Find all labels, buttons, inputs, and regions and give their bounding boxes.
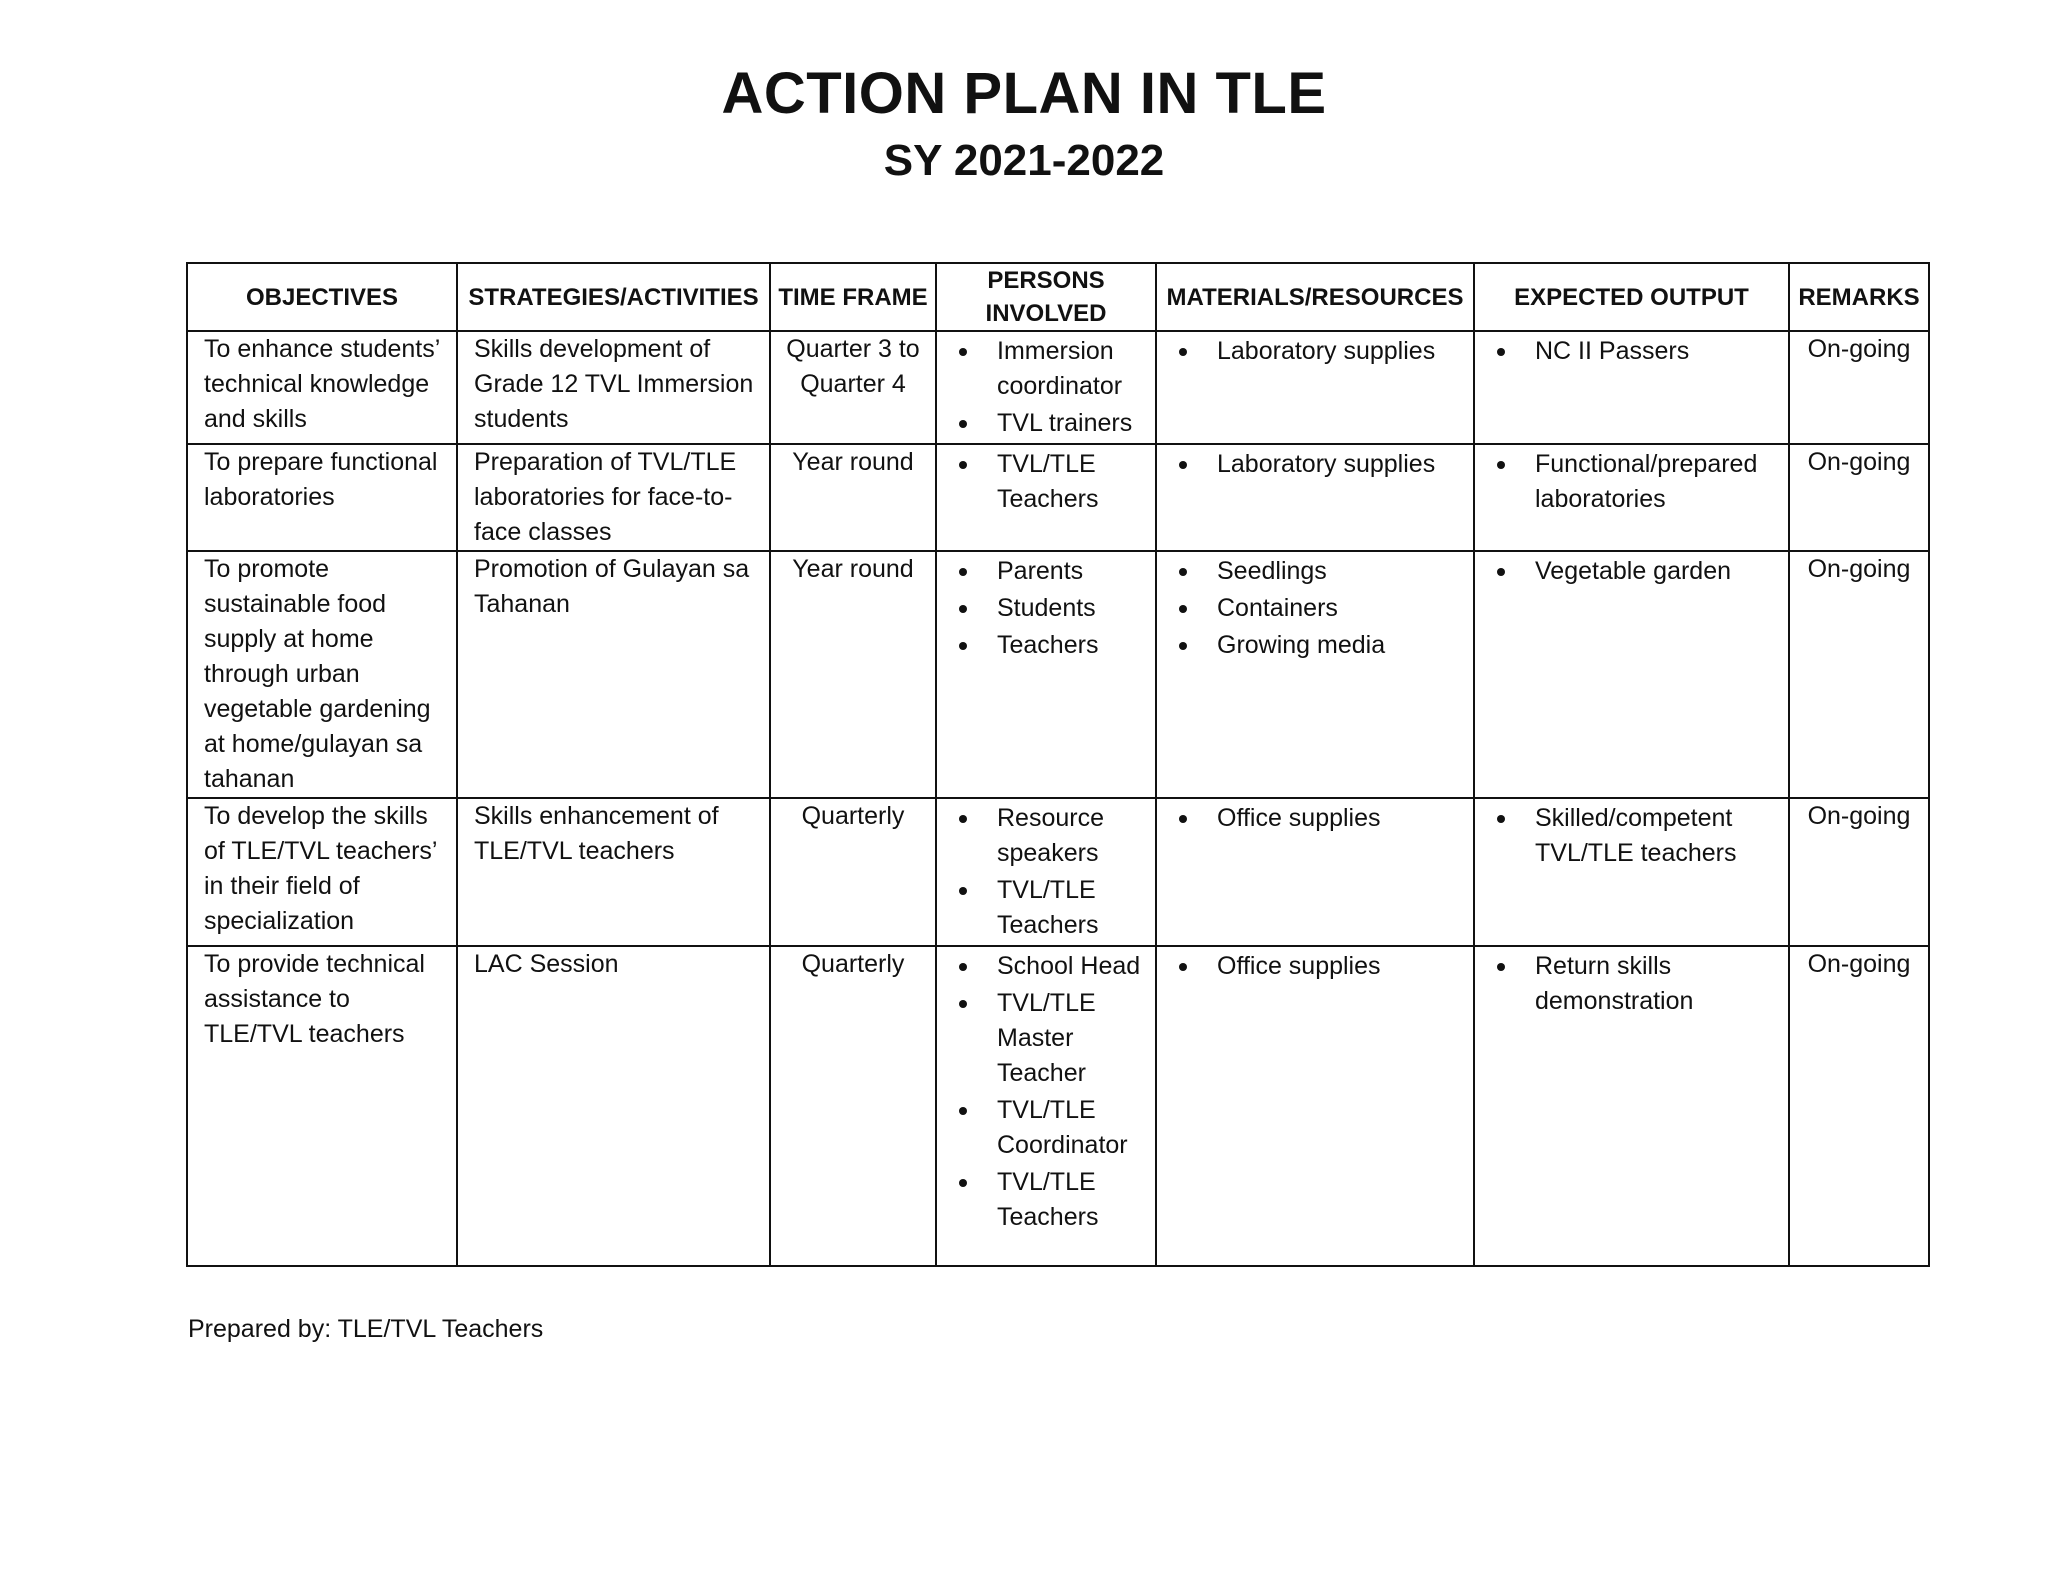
persons-cell	[936, 444, 1156, 551]
page-subtitle: SY 2021-2022	[883, 136, 1165, 185]
action-plan-table	[186, 262, 1930, 1267]
material-item: Laboratory supplies	[1167, 334, 1467, 369]
objective-cell: To promote sustainable food supply at home through urban vegetable gardening at home/gulayan sa tahanan	[187, 551, 457, 798]
output-cell	[1474, 444, 1789, 551]
output-cell	[1474, 331, 1789, 444]
time-frame-cell: Quarterly	[770, 946, 936, 1266]
person-item: TVL trainers	[947, 406, 1149, 441]
person-item: Students	[947, 591, 1149, 626]
person-item: TVL/TLE Teachers	[947, 1165, 1149, 1235]
header-persons-involved: PERSONS INVOLVED	[936, 263, 1156, 331]
remarks-cell: On-going	[1789, 444, 1929, 551]
table-row	[187, 798, 1929, 946]
person-item: TVL/TLE Coordinator	[947, 1093, 1149, 1163]
time-frame-cell: Quarterly	[770, 798, 936, 946]
strategy-cell: Promotion of Gulayan sa Tahanan	[457, 551, 770, 798]
person-item: TVL/TLE Teachers	[947, 447, 1149, 517]
person-item: School Head	[947, 949, 1149, 984]
output-cell	[1474, 946, 1789, 1266]
output-cell	[1474, 551, 1789, 798]
objective-cell: To develop the skills of TLE/TVL teachers’ in their field of specialization	[187, 798, 457, 946]
strategy-cell: Skills enhancement of TLE/TVL teachers	[457, 798, 770, 946]
person-item: TVL/TLE Teachers	[947, 873, 1149, 943]
time-frame-cell: Year round	[770, 444, 936, 551]
persons-cell	[936, 798, 1156, 946]
table-row	[187, 331, 1929, 444]
material-item: Office supplies	[1167, 801, 1467, 836]
header-strategies: STRATEGIES/ACTIVITIES	[457, 263, 770, 331]
person-item: Resource speakers	[947, 801, 1149, 871]
material-item: Office supplies	[1167, 949, 1467, 984]
material-item: Seedlings	[1167, 554, 1467, 589]
person-item: TVL/TLE Master Teacher	[947, 986, 1149, 1091]
persons-cell	[936, 946, 1156, 1266]
output-item: Functional/prepared laboratories	[1485, 447, 1782, 517]
material-item: Laboratory supplies	[1167, 447, 1467, 482]
header-objectives: OBJECTIVES	[187, 263, 457, 331]
time-frame-cell: Year round	[770, 551, 936, 798]
header-time-frame: TIME FRAME	[770, 263, 936, 331]
remarks-cell: On-going	[1789, 798, 1929, 946]
person-item: Immersion coordinator	[947, 334, 1149, 404]
header-materials: MATERIALS/RESOURCES	[1156, 263, 1474, 331]
materials-cell	[1156, 331, 1474, 444]
output-cell	[1474, 798, 1789, 946]
prepared-by-note: Prepared by: TLE/TVL Teachers	[188, 1315, 544, 1343]
materials-cell	[1156, 946, 1474, 1266]
output-item: NC II Passers	[1485, 334, 1782, 369]
table-row	[187, 444, 1929, 551]
output-item: Return skills demonstration	[1485, 949, 1782, 1019]
materials-cell	[1156, 551, 1474, 798]
person-item: Parents	[947, 554, 1149, 589]
output-item: Vegetable garden	[1485, 554, 1782, 589]
strategy-cell: Preparation of TVL/TLE laboratories for face-to-face classes	[457, 444, 770, 551]
objective-cell: To provide technical assistance to TLE/TVL teachers	[187, 946, 457, 1266]
material-item: Growing media	[1167, 628, 1467, 663]
table-header-row	[187, 263, 1929, 331]
objective-cell: To enhance students’ technical knowledge and skills	[187, 331, 457, 444]
materials-cell	[1156, 444, 1474, 551]
output-item: Skilled/competent TVL/TLE teachers	[1485, 801, 1782, 871]
materials-cell	[1156, 798, 1474, 946]
persons-cell	[936, 551, 1156, 798]
header-remarks: REMARKS	[1789, 263, 1929, 331]
objective-cell: To prepare functional laboratories	[187, 444, 457, 551]
remarks-cell: On-going	[1789, 331, 1929, 444]
time-frame-cell: Quarter 3 to Quarter 4	[770, 331, 936, 444]
remarks-cell: On-going	[1789, 551, 1929, 798]
page-title: ACTION PLAN IN TLE	[721, 61, 1327, 126]
table-row	[187, 551, 1929, 798]
remarks-cell: On-going	[1789, 946, 1929, 1266]
header-expected-output: EXPECTED OUTPUT	[1474, 263, 1789, 331]
strategy-cell: LAC Session	[457, 946, 770, 1266]
person-item: Teachers	[947, 628, 1149, 663]
strategy-cell: Skills development of Grade 12 TVL Immersion students	[457, 331, 770, 444]
table-row	[187, 946, 1929, 1266]
persons-cell	[936, 331, 1156, 444]
material-item: Containers	[1167, 591, 1467, 626]
